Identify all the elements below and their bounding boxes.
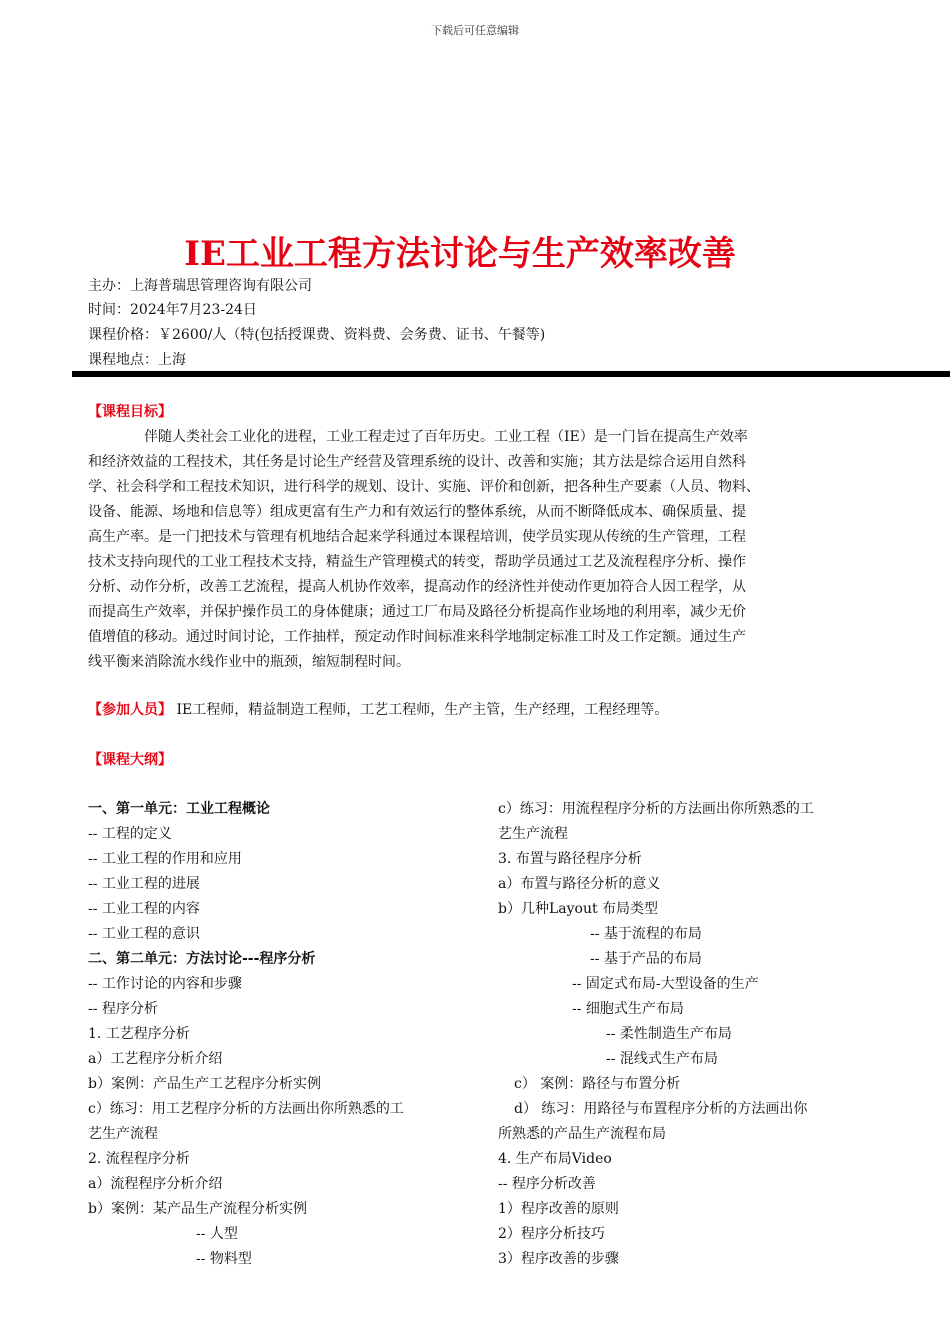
location-line: 课程地点：上海 xyxy=(88,352,186,368)
course-goal-label: 【课程目标】 xyxy=(88,404,172,420)
outline-item: c）练习：用工艺程序分析的方法画出你所熟悉的工 xyxy=(88,1101,404,1117)
outline-item: 2）程序分析技巧 xyxy=(498,1226,605,1242)
outline-item: 艺生产流程 xyxy=(498,826,568,842)
goal-line: 而提高生产效率，并保护操作员工的身体健康；通过工厂布局及路径分析提高作业场地的利用率，减少无价 xyxy=(88,604,746,620)
goal-line: 值增值的移动。通过时间讨论，工作抽样，预定动作时间标准来科学地制定标准工时及工作定额。通过生产 xyxy=(88,629,746,645)
outline-item: 3）程序改善的步骤 xyxy=(498,1251,619,1267)
outline-item: 1. 工艺程序分析 xyxy=(88,1026,190,1042)
organizer-line: 主办：上海普瑞思管理咨询有限公司 xyxy=(88,278,312,294)
participants-label: 【参加人员】 xyxy=(88,702,172,718)
price-line: 课程价格：￥2600/人（特(包括授课费、资料费、会务费、证书、午餐等) xyxy=(88,327,546,343)
outline-item: -- 细胞式生产布局 xyxy=(572,1001,684,1017)
outline-right-column xyxy=(498,797,814,1272)
outline-item: -- 基于产品的布局 xyxy=(590,951,702,967)
outline-item: 2. 流程程序分析 xyxy=(88,1151,190,1167)
outline-item: b）案例：某产品生产流程分析实例 xyxy=(88,1201,307,1217)
outline-item: d） 练习：用路径与布置程序分析的方法画出你 xyxy=(514,1101,808,1117)
outline-item: a）工艺程序分析介绍 xyxy=(88,1051,223,1067)
participants-section xyxy=(88,698,668,723)
outline-item: 一、第一单元：工业工程概论 xyxy=(88,801,270,817)
goal-line: 分析、动作分析，改善工艺流程，提高人机协作效率，提高动作的经济性并使动作更加符合人因工程学，从 xyxy=(88,579,746,595)
outline-item: -- 程序分析改善 xyxy=(498,1176,596,1192)
goal-line: 设备、能源、场地和信息等）组成更富有生产力和有效运行的整体系统，从而不断降低成本、确保质量、提 xyxy=(88,504,746,520)
outline-item: b）案例：产品生产工艺程序分析实例 xyxy=(88,1076,321,1092)
outline-item: 3. 布置与路径程序分析 xyxy=(498,851,642,867)
outline-item: -- 基于流程的布局 xyxy=(590,926,702,942)
goal-line: 伴随人类社会工业化的进程，工业工程走过了百年历史。工业工程（IE）是一门旨在提高生产效率 xyxy=(144,429,748,445)
goal-line: 和经济效益的工程技术，其任务是讨论生产经营及管理系统的设计、改善和实施；其方法是综合运用自然科 xyxy=(88,454,746,470)
document-title: IE工业工程方法讨论与生产效率改善 xyxy=(184,234,736,274)
outline-item: a）布置与路径分析的意义 xyxy=(498,876,661,892)
goal-line: 高生产率。是一门把技术与管理有机地结合起来学科通过本课程培训，使学员实现从传统的生产管理，工程 xyxy=(88,529,746,545)
outline-item: -- 柔性制造生产布局 xyxy=(606,1026,732,1042)
course-goal-section xyxy=(88,400,880,675)
outline-left-column xyxy=(88,797,404,1272)
outline-item: b）几种Layout 布局类型 xyxy=(498,901,659,917)
outline-item: -- 固定式布局-大型设备的生产 xyxy=(572,976,759,992)
goal-line: 技术支持向现代的工业工程技术支持，精益生产管理模式的转变，帮助学员通过工艺及流程程序分析、操作 xyxy=(88,554,746,570)
outline-item: 1）程序改善的原则 xyxy=(498,1201,619,1217)
outline-item: -- 工业工程的进展 xyxy=(88,876,200,892)
goal-line: 学、社会科学和工程技术知识，进行科学的规划、设计、实施、评价和创新，把各种生产要素（人员、物料、 xyxy=(88,479,760,495)
time-line: 时间：2024年7月23-24日 xyxy=(88,302,257,318)
page-header-note: 下载后可任意编辑 xyxy=(431,24,519,37)
section-divider xyxy=(72,371,950,377)
outline-item: -- 混线式生产布局 xyxy=(606,1051,718,1067)
outline-item: 4. 生产布局Video xyxy=(498,1151,612,1167)
outline-item: -- 工业工程的意识 xyxy=(88,926,200,942)
outline-item: -- 工业工程的作用和应用 xyxy=(88,851,242,867)
outline-item: c）练习：用流程程序分析的方法画出你所熟悉的工 xyxy=(498,801,814,817)
outline-item: c） 案例：路径与布置分析 xyxy=(514,1076,681,1092)
participants-text: IE工程师，精益制造工程师，工艺工程师，生产主管，生产经理，工程经理等。 xyxy=(176,702,669,718)
outline-label: 【课程大纲】 xyxy=(88,752,172,768)
outline-item: -- 工业工程的内容 xyxy=(88,901,200,917)
outline-item: -- 工作讨论的内容和步骤 xyxy=(88,976,242,992)
outline-item: a）流程程序分析介绍 xyxy=(88,1176,223,1192)
outline-item: -- 工程的定义 xyxy=(88,826,172,842)
outline-item: 二、第二单元：方法讨论---程序分析 xyxy=(88,951,316,967)
outline-item: 所熟悉的产品生产流程布局 xyxy=(498,1126,666,1142)
goal-line: 线平衡来消除流水线作业中的瓶颈，缩短制程时间。 xyxy=(88,654,410,670)
outline-item: -- 人型 xyxy=(196,1226,238,1242)
outline-item: -- 程序分析 xyxy=(88,1001,158,1017)
outline-item: 艺生产流程 xyxy=(88,1126,158,1142)
outline-item: -- 物料型 xyxy=(196,1251,252,1267)
